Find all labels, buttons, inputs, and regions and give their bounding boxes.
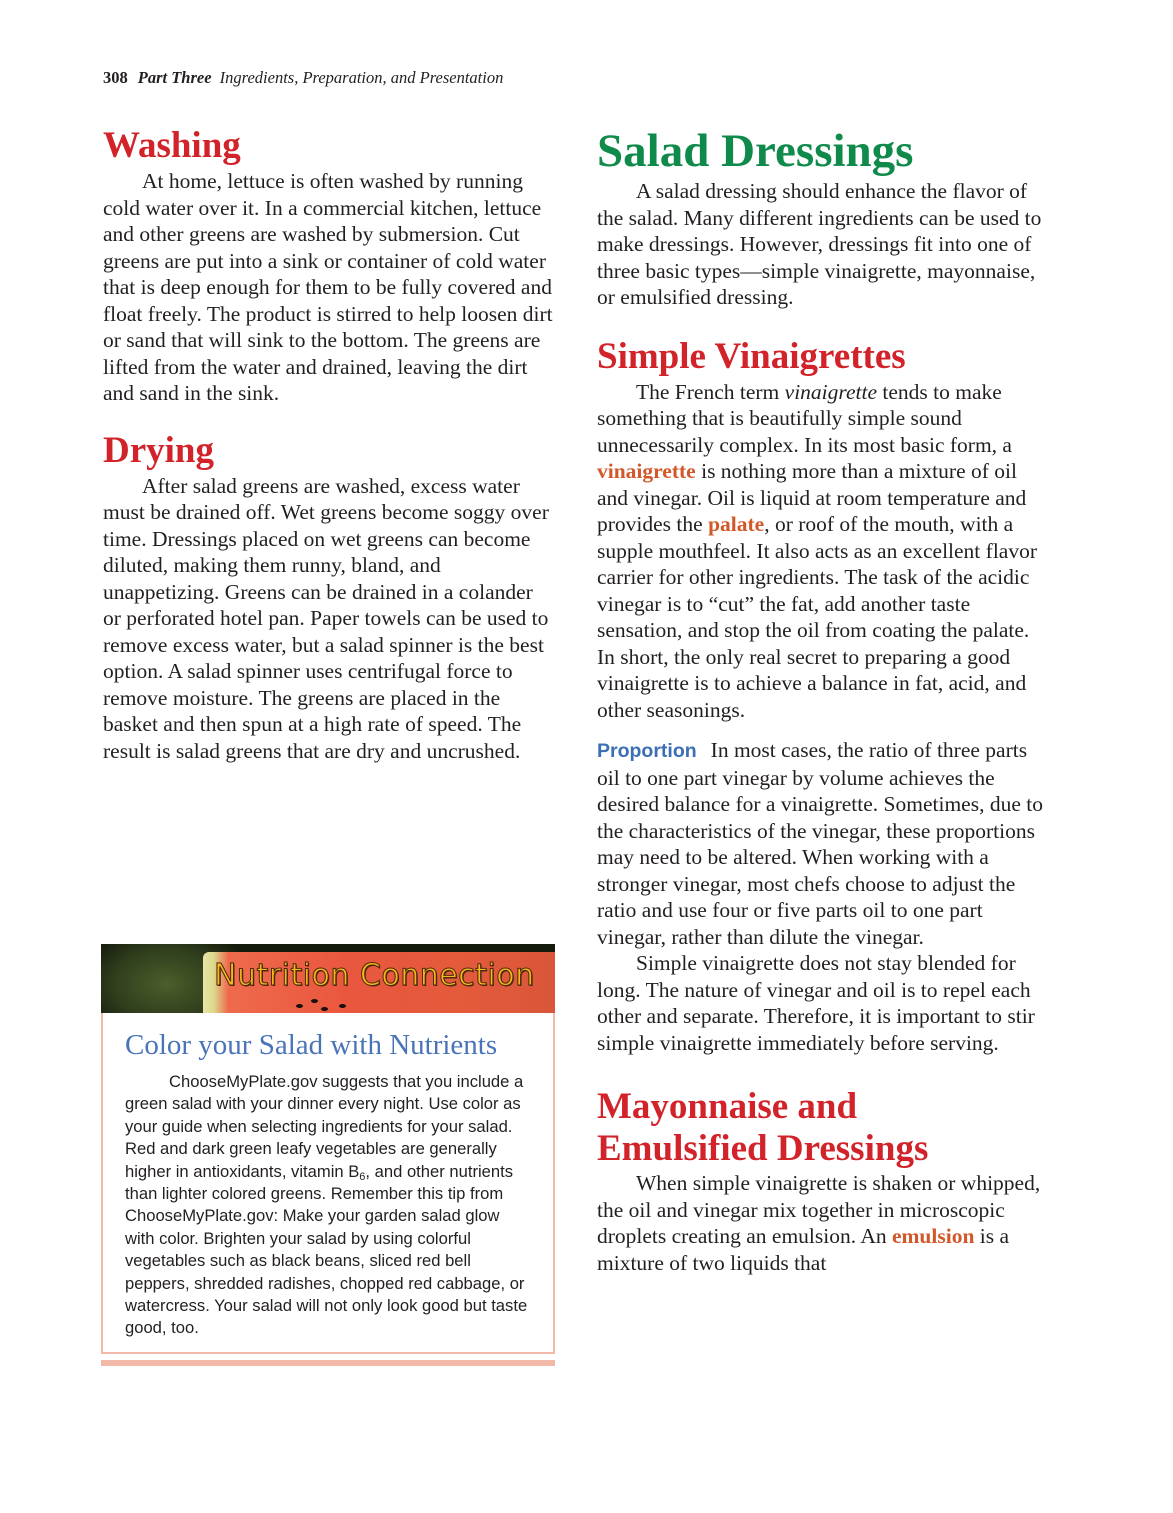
nutrition-box-body	[101, 1013, 555, 1354]
seed-icon	[339, 1004, 346, 1008]
left-column	[103, 124, 555, 764]
keyword-emulsion: emulsion	[891, 1224, 975, 1248]
nutrition-connection-box	[101, 944, 555, 1366]
heading-line: Emulsified Dressings	[597, 1128, 929, 1169]
nutrition-text-part1: ChooseMyPlate.gov suggests that you include a green salad with your dinner every night. Use color as your guide when selecting ingredients for your salad. Red and dark green leafy vegetables are generally higher in antioxidants, vitamin B	[125, 1072, 524, 1181]
keyword-vinaigrette: vinaigrette	[597, 459, 696, 483]
drying-section	[103, 429, 555, 765]
washing-heading: Washing	[103, 125, 241, 166]
text-span: tends to make something that is beautifully simple sound unnecessarily complex. In its most basic form, a	[597, 379, 1012, 457]
text-span: In most cases, the ratio of three parts oil to one part vinegar by volume achieves the desired balance for a vinaigrette. Sometimes, due to the characteristics of the vinegar, these proportions may need to be altered. When working with a stronger vinegar, most chefs choose to adjust the ratio and use four or five parts oil to one part vinegar, rather than dilute the vinegar.	[597, 738, 1043, 949]
simple-vinaigrettes-section	[597, 335, 1049, 1057]
salad-dressings-section	[597, 124, 1049, 311]
nutrition-box-paragraph	[125, 1071, 533, 1340]
washing-paragraph: At home, lettuce is often washed by running cold water over it. In a commercial kitchen, lettuce and other greens are washed by submersion. Cut greens are put into a sink or container of cold water that is deep enough for them to be fully covered and float freely. The product is stirred to help loosen dirt or sand that will sink to the bottom. The greens are lifted from the water and drained, leaving the dirt and sand in the sink.	[103, 169, 553, 405]
text-span: , or roof of the mouth, with a supple mouthfeel. It also acts as an excellent flavor carrier for other ingredients. The task of the acidic vinegar is to “cut” the fat, add another taste sensation, and stop the oil from coating the palate. In short, the only real secret to preparing a good vinaigrette is to achieve a balance in fat, acid, and other seasonings.	[597, 512, 1037, 722]
nutrition-box-bottom-bar	[101, 1360, 555, 1366]
text-span: The French term	[636, 379, 785, 404]
keyword-palate: palate	[708, 512, 765, 536]
text-span: is nothing more than a mixture of oil and vinegar. Oil is liquid at room temperature and provides the	[597, 459, 1027, 536]
seed-icon	[311, 999, 318, 1003]
nutrition-box-heading: Color your Salad with Nutrients	[125, 1029, 498, 1061]
nutrition-banner	[101, 944, 555, 1013]
page-number: 308	[103, 68, 128, 87]
heading-line: Mayonnaise and	[597, 1086, 858, 1127]
mayonnaise-heading	[597, 1086, 1049, 1170]
part-label: Part Three	[137, 68, 212, 87]
right-column	[597, 124, 1049, 1276]
vinaigrette-paragraph	[597, 379, 1049, 724]
subscript-6: 6	[359, 1170, 366, 1183]
running-head	[103, 68, 503, 88]
text-span: An	[860, 1224, 892, 1248]
banner-label: Nutrition Connection	[214, 958, 535, 993]
salad-dressings-heading: Salad Dressings	[597, 125, 914, 177]
text-span: is a mixture of two liquids that	[597, 1224, 1010, 1275]
blending-paragraph: Simple vinaigrette does not stay blended for long. The nature of vinegar and oil is to repel each other and separate. Therefore, it is important to stir simple vinaigrette immediately before serving.	[597, 951, 1035, 1055]
drying-paragraph: After salad greens are washed, excess water must be drained off. Wet greens become soggy over time. Dressings placed on wet greens can become diluted, making them runny, bland, and unappetizing. Greens can be drained in a colander or perforated hotel pan. Paper towels can be used to remove excess water, but a salad spinner is the best option. A salad spinner uses centrifugal force to remove moisture. The greens are placed in the basket and then spun at a high rate of speed. The result is salad greens that are dry and uncrushed.	[103, 473, 549, 763]
text-span: When simple vinaigrette is shaken or whipped, the oil and vinegar mix together in microscopic droplets creating an emulsion.	[597, 1171, 1041, 1248]
part-title: Ingredients, Preparation, and Presentation	[219, 68, 504, 87]
nutrition-text-part2: , and other nutrients than lighter colored greens. Remember this tip from ChooseMyPlate.gov: Make your garden salad glow with color. Brighten your salad by using colorful vegetables such as black beans, sliced red bell peppers, shredded radishes, chopped red cabbage, or watercress. Your salad will not only look good but taste good, too.	[125, 1161, 528, 1338]
italic-term: vinaigrette	[784, 379, 877, 404]
seed-icon	[296, 1004, 303, 1008]
seed-icon	[321, 1007, 328, 1011]
washing-section	[103, 124, 555, 407]
mayonnaise-section	[597, 1086, 1049, 1276]
salad-dressings-paragraph: A salad dressing should enhance the flavor of the salad. Many different ingredients can be used to make dressings. However, dressings fit into one of three basic types—simple vinaigrette, mayonnaise, or emulsified dressing.	[597, 179, 1042, 309]
drying-heading: Drying	[103, 429, 214, 471]
proportion-paragraph	[597, 737, 1049, 950]
simple-vinaigrettes-heading: Simple Vinaigrettes	[597, 335, 906, 377]
proportion-runin-head: Proportion	[597, 740, 697, 762]
emulsion-paragraph	[597, 1170, 1049, 1276]
